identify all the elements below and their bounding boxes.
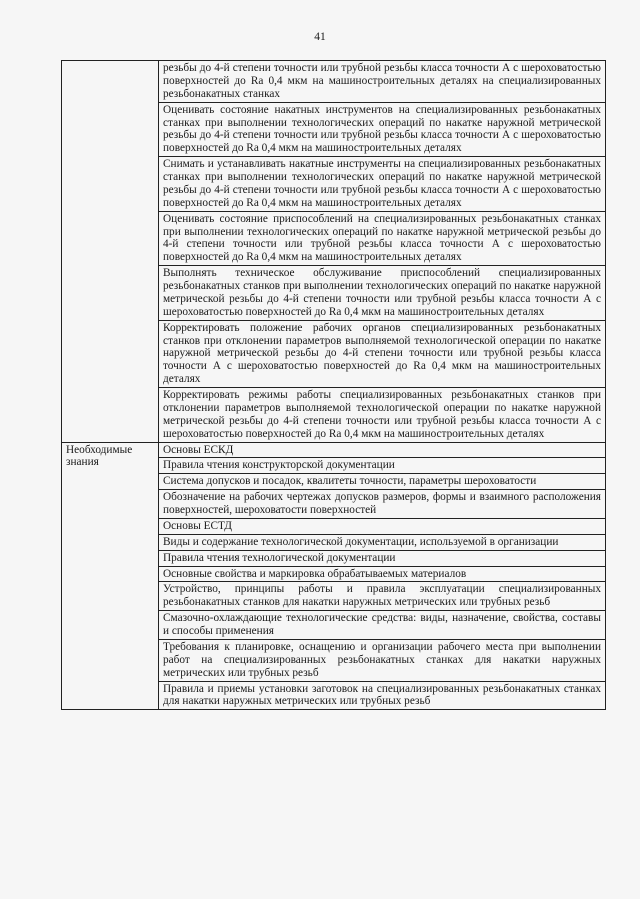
skill-text-cell: Корректировать режимы работы специализированных резьбонакатных станков при отклонении параметров выполняемой технологической операции по накатке наружной метрической резьбы до 4-й степени точности или трубной резьбы класса точности А с шероховатостью поверхностей до Ra 0,4 мкм на машиностроительных деталях bbox=[159, 388, 606, 443]
knowledge-text-cell: Требования к планировке, оснащению и организации рабочего места при выполнении работ на специализированных резьбонакатных станках для накатки наружных метрических или трубных резьб bbox=[159, 639, 606, 681]
knowledge-text-cell: Устройство, принципы работы и правила эксплуатации специализированных резьбонакатных станков для накатки наружных метрических или трубных резьб bbox=[159, 582, 606, 611]
knowledge-text-cell: Обозначение на рабочих чертежах допусков размеров, формы и взаимного расположения поверхностей, шероховатости поверхностей bbox=[159, 490, 606, 519]
skill-row bbox=[62, 61, 606, 103]
requirements-table-body bbox=[62, 61, 606, 710]
knowledge-text-cell: Смазочно-охлаждающие технологические средства: виды, назначение, свойства, составы и способы применения bbox=[159, 611, 606, 640]
skill-text-cell: Выполнять техническое обслуживание приспособлений специализированных резьбонакатных станков при выполнении технологических операций по накатке наружной метрической резьбы до 4-й степени точности или трубной резьбы класса точности А с шероховатостью поверхностей до Ra 0,4 мкм на машиностроительных деталях bbox=[159, 266, 606, 321]
knowledge-text-cell: Виды и содержание технологической документации, используемой в организации bbox=[159, 534, 606, 550]
knowledge-label-cell: Необходимые знания bbox=[62, 442, 159, 710]
knowledge-text-cell: Основы ЕСТД bbox=[159, 518, 606, 534]
skill-text-cell: Снимать и устанавливать накатные инструменты на специализированных резьбонакатных станках при выполнении технологических операций по накатке наружной метрической резьбы до 4-й степени точности или трубной резьбы класса точности А с шероховатостью поверхностей до Ra 0,4 мкм на машиностроительных деталях bbox=[159, 157, 606, 212]
skill-text-cell: Оценивать состояние приспособлений на специализированных резьбонакатных станках при выполнении технологических операций по накатке наружной метрической резьбы до 4-й степени точности или трубной резьбы класса точности А с шероховатостью поверхностей до Ra 0,4 мкм на машиностроительных деталях bbox=[159, 211, 606, 266]
requirements-table bbox=[61, 60, 606, 710]
knowledge-text-cell: Основные свойства и маркировка обрабатываемых материалов bbox=[159, 566, 606, 582]
knowledge-text-cell: Основы ЕСКД bbox=[159, 442, 606, 458]
skill-text-cell: Корректировать положение рабочих органов специализированных резьбонакатных станков при отклонении параметров выполняемой технологической операции по накатке наружной метрической резьбы до 4-й степени точности или трубной резьбы класса точности А с шероховатостью поверхностей до Ra 0,4 мкм на машиностроительных деталях bbox=[159, 320, 606, 387]
skill-text-cell: Оценивать состояние накатных инструментов на специализированных резьбонакатных станках при выполнении технологических операций по накатке наружной метрической резьбы до 4-й степени точности или трубной резьбы класса точности А с шероховатостью поверхностей до Ra 0,4 мкм на машиностроительных деталях bbox=[159, 102, 606, 157]
skills-label-cell bbox=[62, 61, 159, 443]
skill-text-cell: резьбы до 4-й степени точности или трубной резьбы класса точности А с шероховатостью поверхностей до Ra 0,4 мкм на машиностроительных деталях на специализированных резьбонакатных станках bbox=[159, 61, 606, 103]
knowledge-text-cell: Правила и приемы установки заготовок на специализированных резьбонакатных станках для накатки наружных метрических или трубных резьб bbox=[159, 681, 606, 710]
knowledge-text-cell: Правила чтения конструкторской документации bbox=[159, 458, 606, 474]
knowledge-text-cell: Правила чтения технологической документации bbox=[159, 550, 606, 566]
knowledge-text-cell: Система допусков и посадок, квалитеты точности, параметры шероховатости bbox=[159, 474, 606, 490]
knowledge-row bbox=[62, 442, 606, 458]
page-number: 41 bbox=[314, 31, 326, 43]
